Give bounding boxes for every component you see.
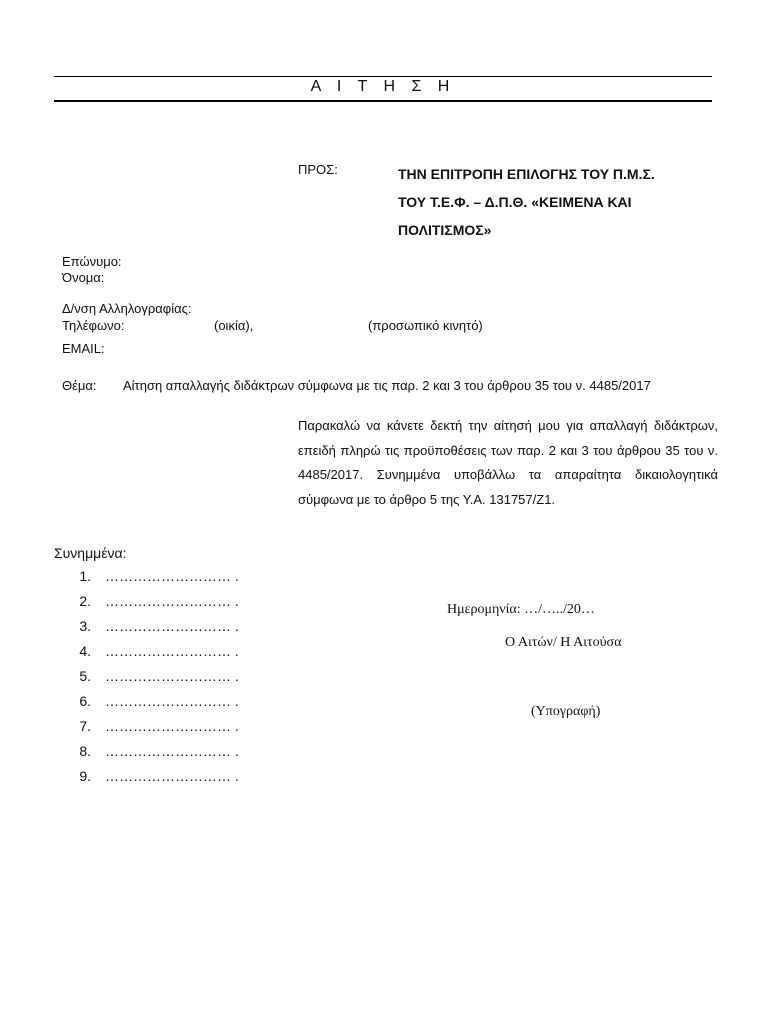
recipient-line: ΤΟΥ Τ.Ε.Φ. – Δ.Π.Θ. «ΚΕΙΜΕΝΑ ΚΑΙ (398, 194, 632, 210)
recipient-label: ΠΡΟΣ: (298, 162, 338, 177)
list-item-number: 9. (79, 768, 91, 784)
phone-home-label: (οικία), (214, 318, 254, 333)
list-item (70, 618, 239, 643)
phone-label: Τηλέφωνο: (62, 318, 125, 333)
recipient-line: ΠΟΛΙΤΙΣΜΟΣ» (398, 222, 492, 238)
list-item-placeholder: ……………………… . (105, 693, 239, 709)
surname-label: Επώνυμο: (62, 254, 122, 269)
list-item-placeholder: ……………………… . (105, 593, 239, 609)
list-item-placeholder: ……………………… . (105, 768, 239, 784)
date-line: Ημερομηνία: …/…../20… (447, 602, 595, 617)
list-item (70, 768, 239, 793)
phone-mobile-label: (προσωπικό κινητό) (368, 318, 483, 333)
list-item (70, 593, 239, 618)
address-label: Δ/νση Αλληλογραφίας: (62, 301, 192, 316)
list-item-number: 5. (79, 668, 91, 684)
list-item-number: 1. (79, 568, 91, 584)
email-label: EMAIL: (62, 341, 105, 356)
top-rule (54, 76, 712, 77)
subject-text: Αίτηση απαλλαγής διδάκτρων σύμφωνα με τις παρ. 2 και 3 του άρθρου 35 του ν. 4485/2017 (123, 378, 651, 393)
list-item (70, 743, 239, 768)
name-label: Όνομα: (62, 270, 105, 285)
request-paragraph: Παρακαλώ να κάνετε δεκτή την αίτησή μου για απαλλαγή διδάκτρων, επειδή πληρώ τις προϋποθέσεις των παρ. 2 και 3 του άρθρου 35 του ν. 4485/2017. Συνημμένα υποβάλλω τα απαραίτητα δικαιολογητικά σύμφωνα με το άρθρο 5 της Υ.Α. 131757/Ζ1. (298, 418, 718, 507)
list-item-placeholder: ……………………… . (105, 643, 239, 659)
list-item-number: 4. (79, 643, 91, 659)
applicant-title: Ο Αιτών/ Η Αιτούσα (505, 635, 622, 650)
list-item (70, 568, 239, 593)
title-underline (54, 100, 712, 102)
list-item-placeholder: ……………………… . (105, 743, 239, 759)
attachments-list (70, 568, 239, 793)
list-item-number: 6. (79, 693, 91, 709)
list-item (70, 643, 239, 668)
list-item (70, 693, 239, 718)
recipient-line: ΤΗΝ ΕΠΙΤΡΟΠΗ ΕΠΙΛΟΓΗΣ ΤΟΥ Π.Μ.Σ. (398, 166, 655, 182)
list-item-number: 8. (79, 743, 91, 759)
list-item-placeholder: ……………………… . (105, 618, 239, 634)
signature-label: (Υπογραφή) (531, 704, 601, 719)
list-item (70, 668, 239, 693)
list-item-number: 3. (79, 618, 91, 634)
recipient-block (398, 160, 718, 244)
attachments-heading: Συνημμένα: (54, 545, 127, 561)
page-title: Α Ι Τ Η Σ Η (310, 78, 456, 95)
subject-label: Θέμα: (62, 378, 97, 393)
list-item-placeholder: ……………………… . (105, 568, 239, 584)
list-item-number: 7. (79, 718, 91, 734)
list-item-placeholder: ……………………… . (105, 718, 239, 734)
list-item-number: 2. (79, 593, 91, 609)
list-item-placeholder: ……………………… . (105, 668, 239, 684)
list-item (70, 718, 239, 743)
